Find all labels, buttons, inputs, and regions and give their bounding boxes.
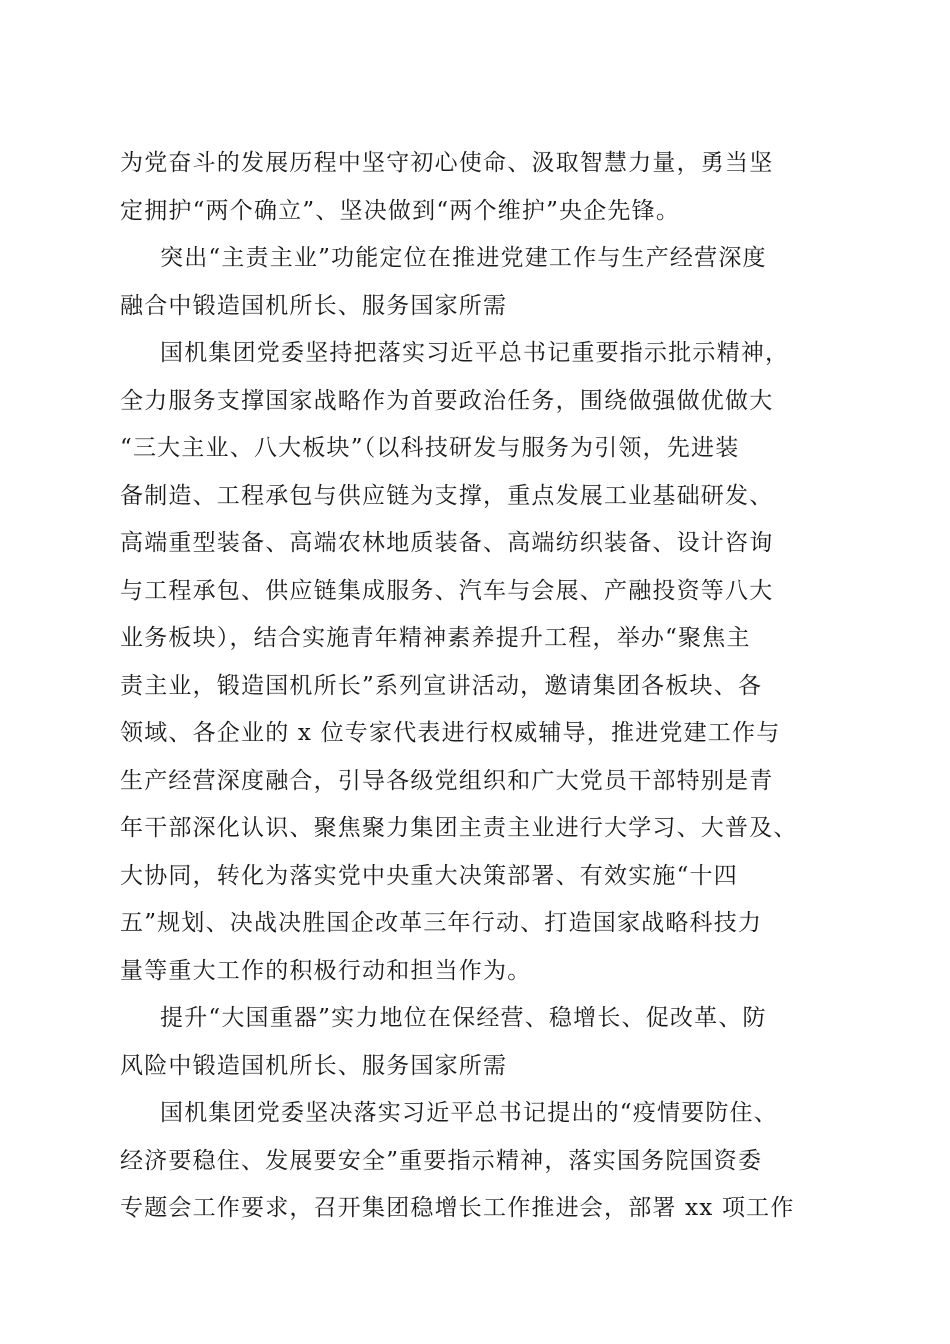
text-line: 量等重大工作的积极行动和担当作为。 — [120, 957, 532, 984]
body-text — [120, 140, 835, 1233]
text-line: 全力服务支撑国家战略作为首要政治任务，围绕做强做优做大 — [120, 387, 774, 414]
text-line: 五”规划、决战决胜国企改革三年行动、打造国家战略科技力 — [120, 910, 763, 936]
text-line: 年干部深化认识、聚焦聚力集团主责主业进行大学习、大普及、 — [120, 815, 798, 841]
paragraph-first-line: 国机集团党委坚决落实习近平总书记提出的“疫情要防住、 — [160, 1100, 778, 1126]
section-heading-line: 提升“大国重器”实力地位在保经营、稳增长、促改革、防 — [160, 1005, 767, 1031]
text-line: 定拥护“两个确立”、坚决做到“两个维护”央企先锋。 — [120, 197, 681, 224]
text-line: 业务板块），结合实施青年精神素养提升工程，举办“聚焦主 — [120, 625, 751, 651]
text-line: 责主业，锻造国机所长”系列宣讲活动，邀请集团各板块、各 — [120, 672, 763, 699]
text-line: 为党奋斗的发展历程中坚守初心使命、汲取智慧力量，勇当坚 — [120, 150, 774, 176]
text-line: 与工程承包、供应链集成服务、汽车与会展、产融投资等八大 — [120, 577, 774, 604]
text-line: 生产经营深度融合，引导各级党组织和广大党员干部特别是青 — [120, 767, 774, 794]
section-heading-line: 融合中锻造国机所长、服务国家所需 — [120, 292, 508, 319]
paragraph-first-line: 国机集团党委坚持把落实习近平总书记重要指示批示精神， — [160, 340, 790, 366]
section-heading-line: 风险中锻造国机所长、服务国家所需 — [120, 1052, 508, 1079]
text-line: 领域、各企业的 x 位专家代表进行权威辅导，推进党建工作与 — [120, 720, 781, 746]
text-line: “三大主业、八大板块”（以科技研发与服务为引领，先进装 — [120, 435, 740, 461]
text-line: 大协同，转化为落实党中央重大决策部署、有效实施“十四 — [120, 862, 738, 889]
text-line: 经济要稳住、发展要安全”重要指示精神，落实国务院国资委 — [120, 1147, 763, 1174]
section-heading-line: 突出“主责主业”功能定位在推进党建工作与生产经营深度 — [160, 245, 767, 271]
text-line: 备制造、工程承包与供应链为支撑，重点发展工业基础研发、 — [120, 482, 774, 509]
text-line: 专题会工作要求，召开集团稳增长工作推进会，部署 xx 项工作 — [120, 1195, 795, 1221]
text-line: 高端重型装备、高端农林地质装备、高端纺织装备、设计咨询 — [120, 530, 774, 556]
